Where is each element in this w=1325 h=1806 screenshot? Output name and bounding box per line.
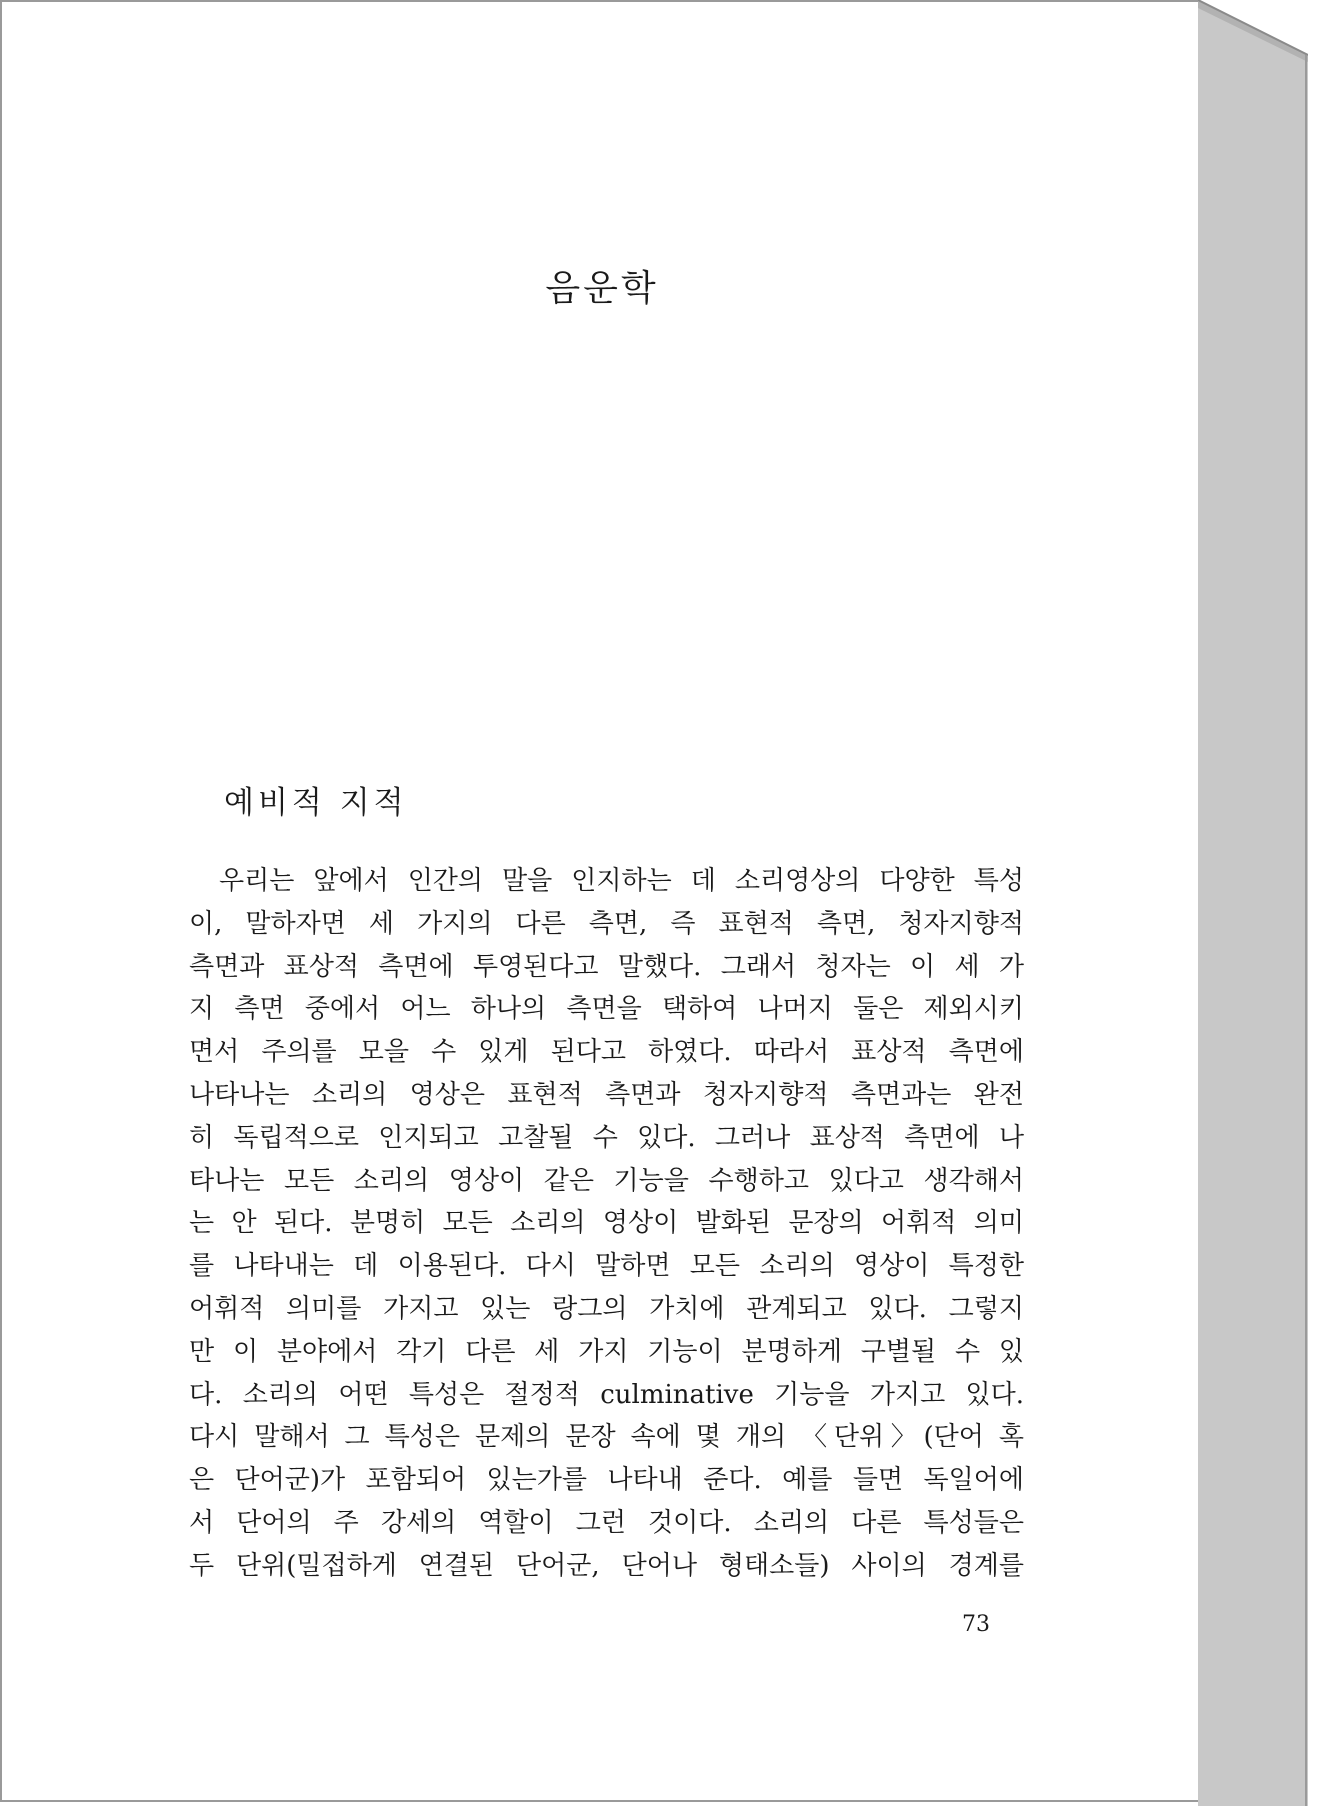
body-line: 지 측면 중에서 어느 하나의 측면을 택하여 나머지 둘은 제외시키 (189, 994, 1024, 1025)
section-heading: 예비적 지적 (224, 785, 408, 821)
body-line: 다. 소리의 어떤 특성은 절정적 culminative 기능을 가지고 있다. (189, 1379, 1024, 1410)
body-text (189, 860, 1024, 1588)
page-number: 73 (962, 1612, 990, 1637)
chapter-title: 음운학 (545, 268, 659, 309)
body-line: 히 독립적으로 인지되고 고찰될 수 있다. 그러나 표상적 측면에 나 (189, 1122, 1024, 1153)
body-line: 어휘적 의미를 가지고 있는 랑그의 가치에 관계되고 있다. 그렇지 (189, 1293, 1024, 1324)
body-line: 나타나는 소리의 영상은 표현적 측면과 청자지향적 측면과는 완전 (189, 1079, 1024, 1110)
body-line: 측면과 표상적 측면에 투영된다고 말했다. 그래서 청자는 이 세 가 (189, 951, 1024, 982)
body-line: 타나는 모든 소리의 영상이 같은 기능을 수행하고 있다고 생각해서 (189, 1165, 1024, 1196)
body-line: 은 단어군)가 포함되어 있는가를 나타내 준다. 예를 들면 독일어에 (189, 1465, 1024, 1496)
body-line: 만 이 분야에서 각기 다른 세 가지 기능이 분명하게 구별될 수 있 (189, 1336, 1024, 1367)
body-line: 서 단어의 주 강세의 역할이 그런 것이다. 소리의 다른 특성들은 (189, 1507, 1024, 1538)
body-line: 를 나타내는 데 이용된다. 다시 말하면 모든 소리의 영상이 특정한 (189, 1251, 1024, 1282)
body-line: 이, 말하자면 세 가지의 다른 측면, 즉 표현적 측면, 청자지향적 (189, 908, 1024, 939)
body-line: 두 단위(밀접하게 연결된 단어군, 단어나 형태소들) 사이의 경계를 (189, 1550, 1024, 1581)
body-line: 우리는 앞에서 인간의 말을 인지하는 데 소리영상의 다양한 특성 (219, 866, 1024, 896)
body-line: 다시 말해서 그 특성은 문제의 문장 속에 몇 개의 〈단위〉(단어 혹 (189, 1422, 1024, 1453)
body-line: 면서 주의를 모을 수 있게 된다고 하였다. 따라서 표상적 측면에 (189, 1037, 1024, 1068)
body-line: 는 안 된다. 분명히 모든 소리의 영상이 발화된 문장의 어휘적 의미 (189, 1208, 1024, 1239)
book-edge (1198, 0, 1308, 1806)
